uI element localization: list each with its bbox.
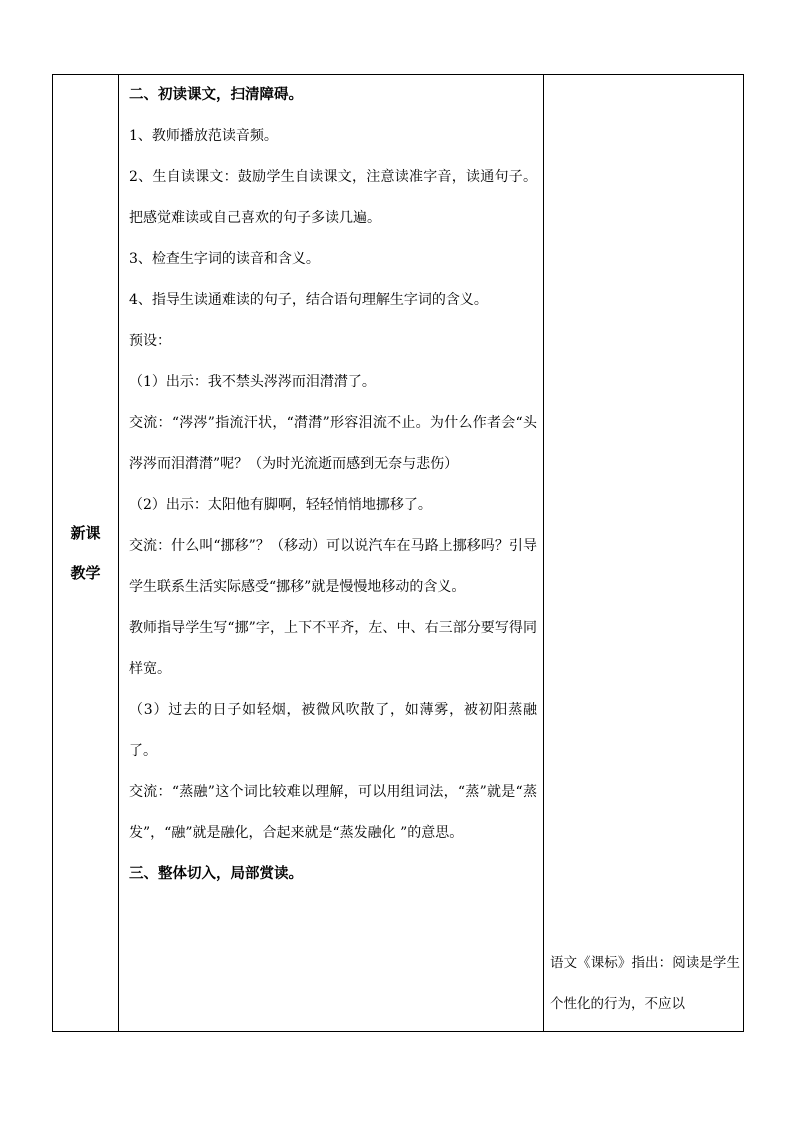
- section-label-cell: [53, 75, 119, 1032]
- paragraph: 教师指导学生写“挪”字，上下不平齐，左、中、右三部分要写得同样宽。: [129, 620, 537, 677]
- paragraph: （2）出示：太阳他有脚啊，轻轻悄悄地挪移了。: [129, 497, 432, 513]
- section-heading: 三、整体切入，局部赏读。: [129, 866, 303, 882]
- paragraph: 交流：“涔涔”指流汗状，“潸潸”形容泪流不止。为什么作者会“头涔涔而泪潸潸”呢？（为时光流逝而感到无奈与悲伤）: [129, 415, 537, 472]
- design-note: [550, 943, 740, 1025]
- paragraph: 交流：“蒸融”这个词比较难以理解，可以用组词法，“蒸”就是“蒸发”，“融”就是融化，合起来就是“蒸发融化 ”的意思。: [129, 784, 537, 841]
- paragraph: 预设：: [129, 333, 171, 349]
- section-label-line-1: 新课: [70, 524, 101, 542]
- teaching-content: [119, 75, 543, 895]
- paragraph: 2、生自读课文：鼓励学生自读课文，注意读准字音，读通句子。把感觉难读或自己喜欢的句子多读几遍。: [129, 169, 537, 226]
- paragraph: 1、教师播放范读音频。: [129, 128, 278, 144]
- section-heading: 二、初读课文，扫清障碍。: [129, 87, 303, 103]
- table-row: [53, 75, 744, 1032]
- lesson-plan-table: [52, 74, 744, 1032]
- paragraph: 4、指导生读通难读的句子，结合语句理解生字词的含义。: [129, 292, 488, 308]
- section-label-line-2: 教学: [70, 564, 101, 582]
- paragraph: 交流：什么叫“挪移”？（移动）可以说汽车在马路上挪移吗？引导学生联系生活实际感受“挪移”就是慢慢地移动的含义。: [129, 538, 537, 595]
- design-note-cell: [544, 75, 744, 1032]
- teaching-content-cell: [119, 75, 544, 1032]
- paragraph: （1）出示：我不禁头涔涔而泪潸潸了。: [129, 374, 376, 390]
- note-text: 语文《课标》指出：阅读是学生个性化的行为，不应以: [550, 955, 740, 1012]
- paragraph: （3）过去的日子如轻烟，被微风吹散了，如薄雾，被初阳蒸融了。: [129, 702, 537, 759]
- paragraph: 3、检查生字词的读音和含义。: [129, 251, 320, 267]
